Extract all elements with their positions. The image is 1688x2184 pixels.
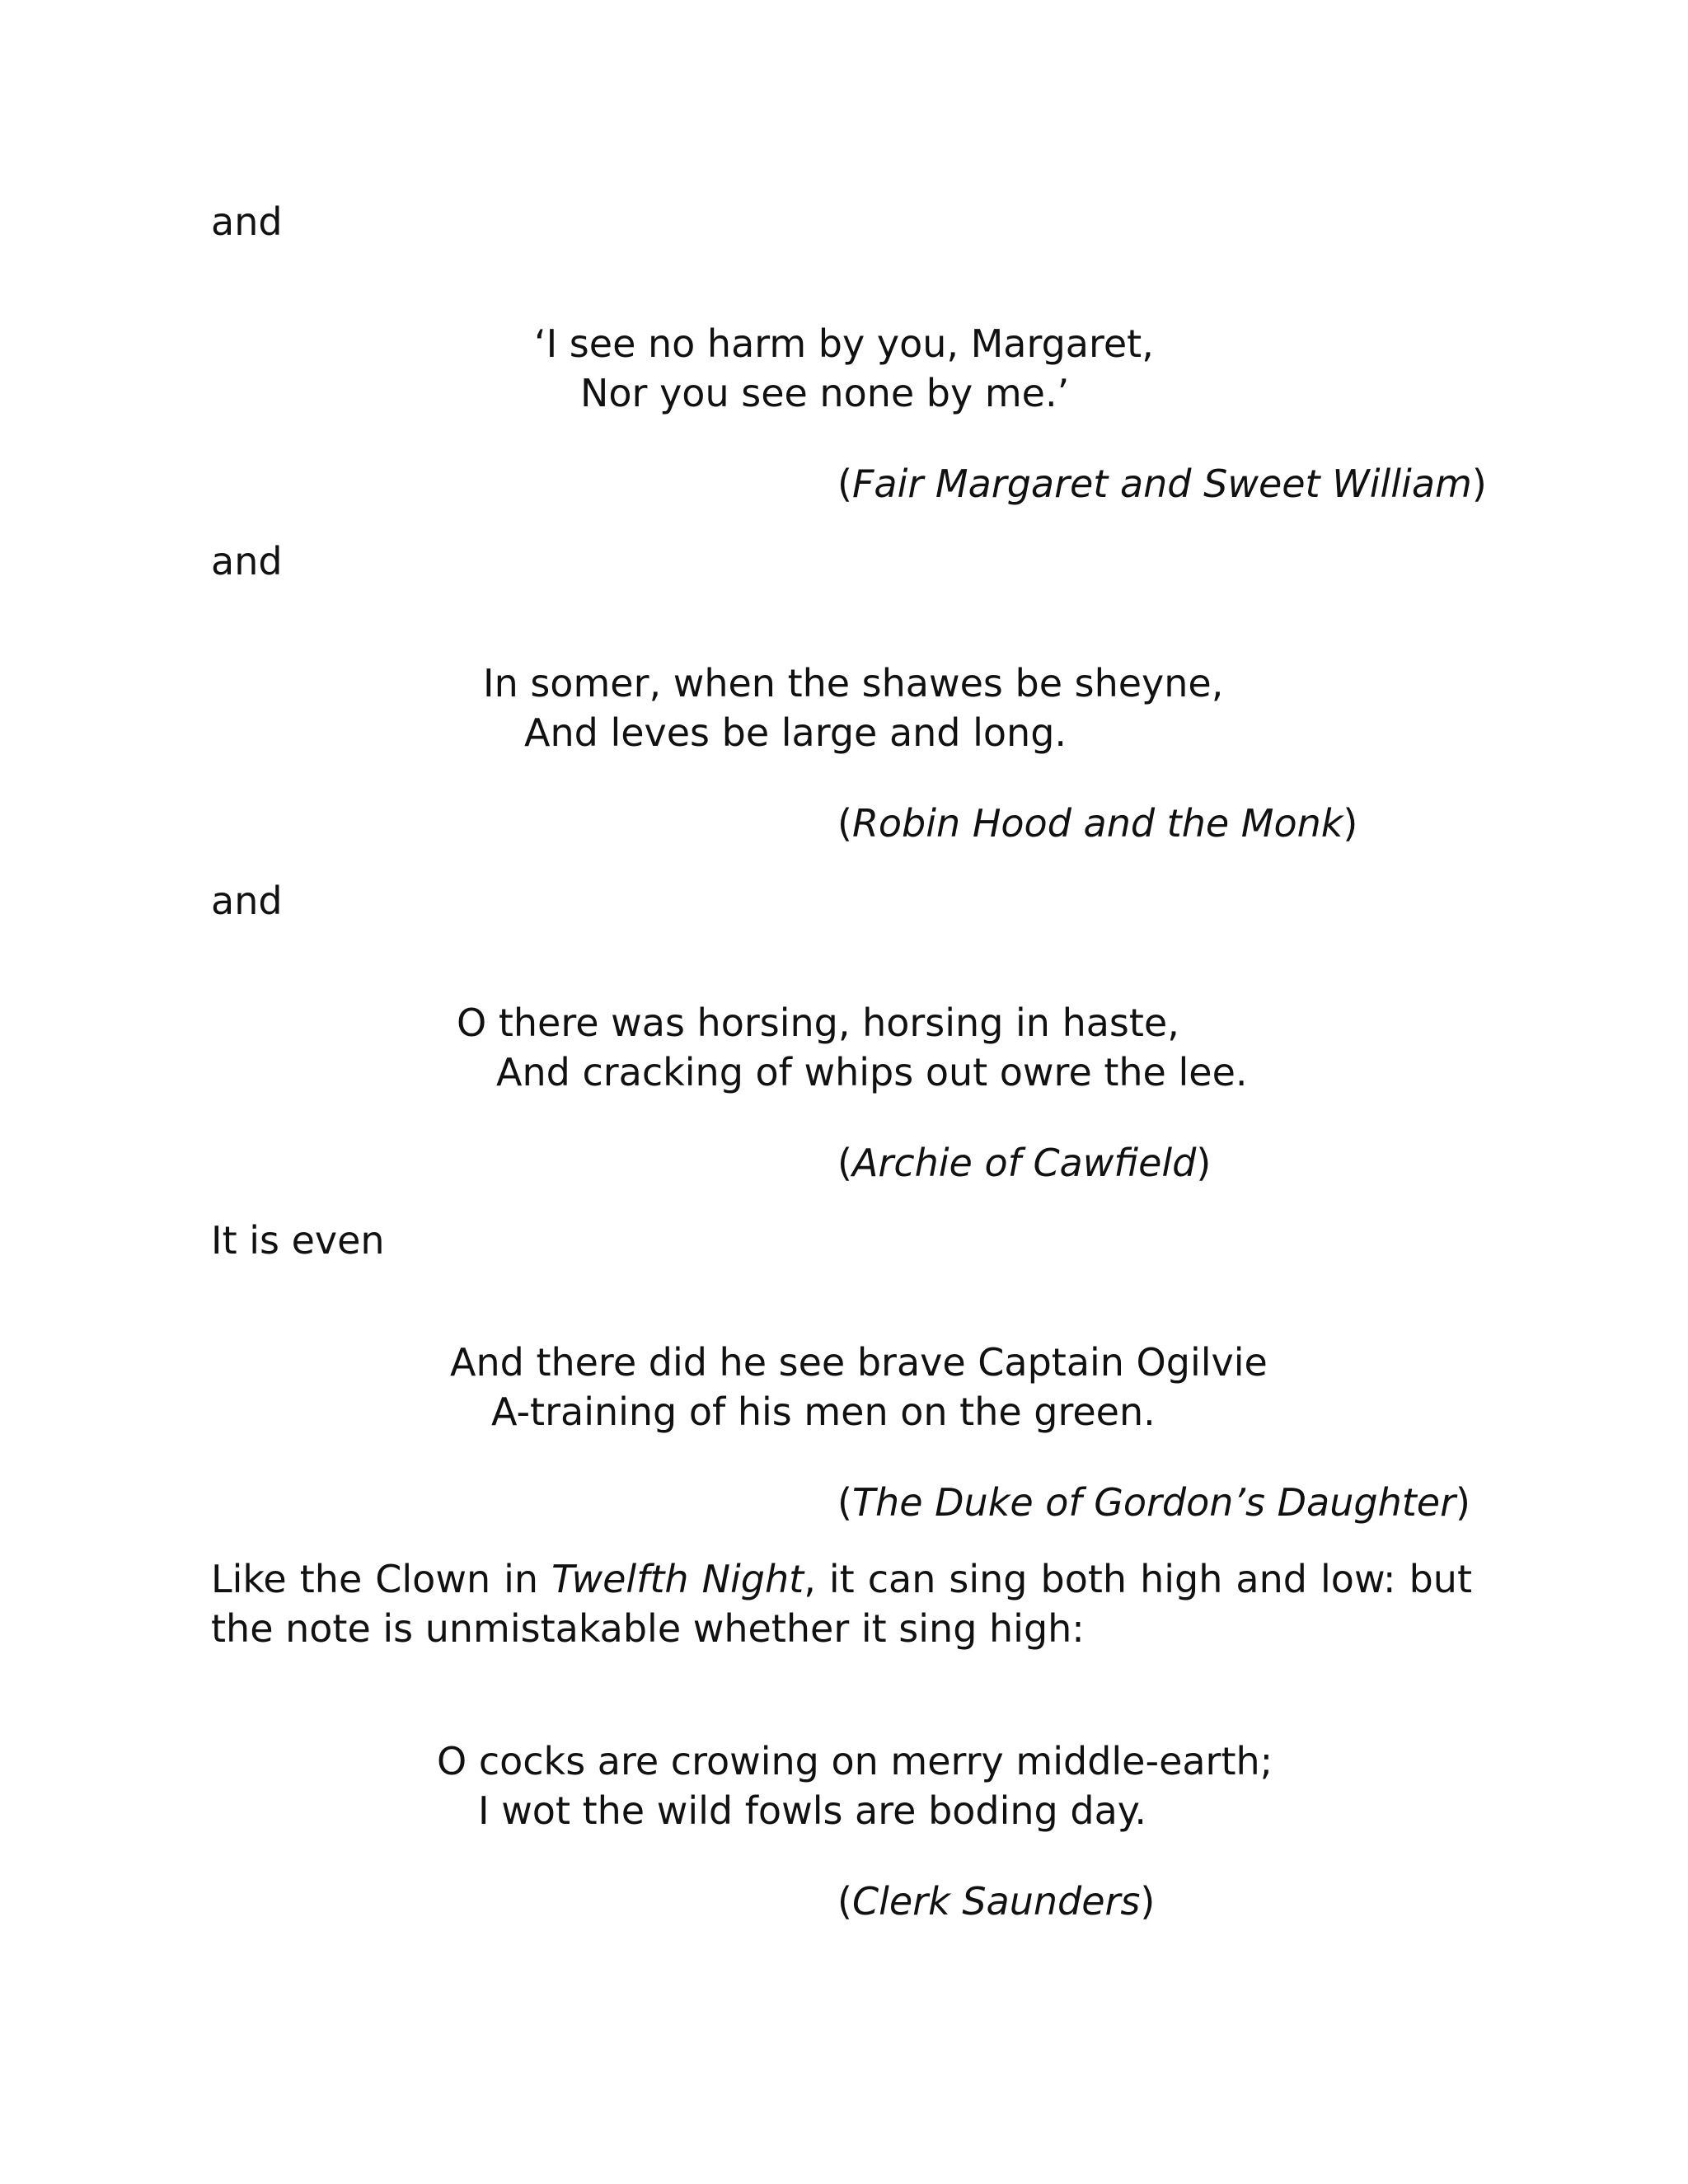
verse-line: Nor you see none by me.’ [580,371,1070,415]
verse-source [837,799,1357,847]
body-paragraph [211,1554,1472,1653]
verse-line: ‘I see no harm by you, Margaret, [534,321,1154,366]
verse-line: I wot the wild fowls are boding day. [478,1788,1147,1833]
connector-text: and [211,539,283,583]
close-paren: ) [1196,1141,1212,1185]
connector-text: and [211,199,283,244]
close-paren: ) [1140,1879,1156,1924]
open-paren: ( [837,1480,852,1525]
close-paren: ) [1456,1480,1470,1525]
verse-line: O there was horsing, horsing in haste, [457,1001,1179,1045]
source-title: Clerk Saunders [851,1879,1141,1924]
verse-source [837,1139,1211,1187]
source-title: Robin Hood and the Monk [851,801,1343,846]
paragraph-text: Like the Clown in [211,1557,552,1601]
verse-source [837,1877,1155,1925]
close-paren: ) [1343,801,1358,846]
open-paren: ( [837,801,852,846]
connector-text: It is even [211,1218,385,1263]
verse-line: And there did he see brave Captain Ogilvie [450,1340,1268,1385]
verse-source [837,1479,1470,1526]
open-paren: ( [837,1141,852,1185]
verse-line: A-training of his men on the green. [491,1390,1156,1434]
verse-line: O cocks are crowing on merry middle-earth; [437,1739,1273,1783]
paragraph-text: , it can sing both high and low: but the note is unmistakable whether it sing high: [211,1557,1472,1651]
verse-source [837,460,1487,508]
verse-line: And leves be large and long. [524,710,1067,755]
source-title: Fair Margaret and Sweet William [851,462,1472,506]
source-title: Archie of Cawfield [851,1141,1197,1185]
open-paren: ( [837,462,852,506]
work-title: Twelfth Night [551,1557,804,1601]
verse-line: And cracking of whips out owre the lee. [496,1050,1248,1094]
close-paren: ) [1471,462,1487,506]
source-title: The Duke of Gordon’s Daughter [851,1480,1456,1525]
open-paren: ( [837,1879,852,1924]
connector-text: and [211,879,283,923]
verse-line: In somer, when the shawes be sheyne, [483,661,1224,705]
